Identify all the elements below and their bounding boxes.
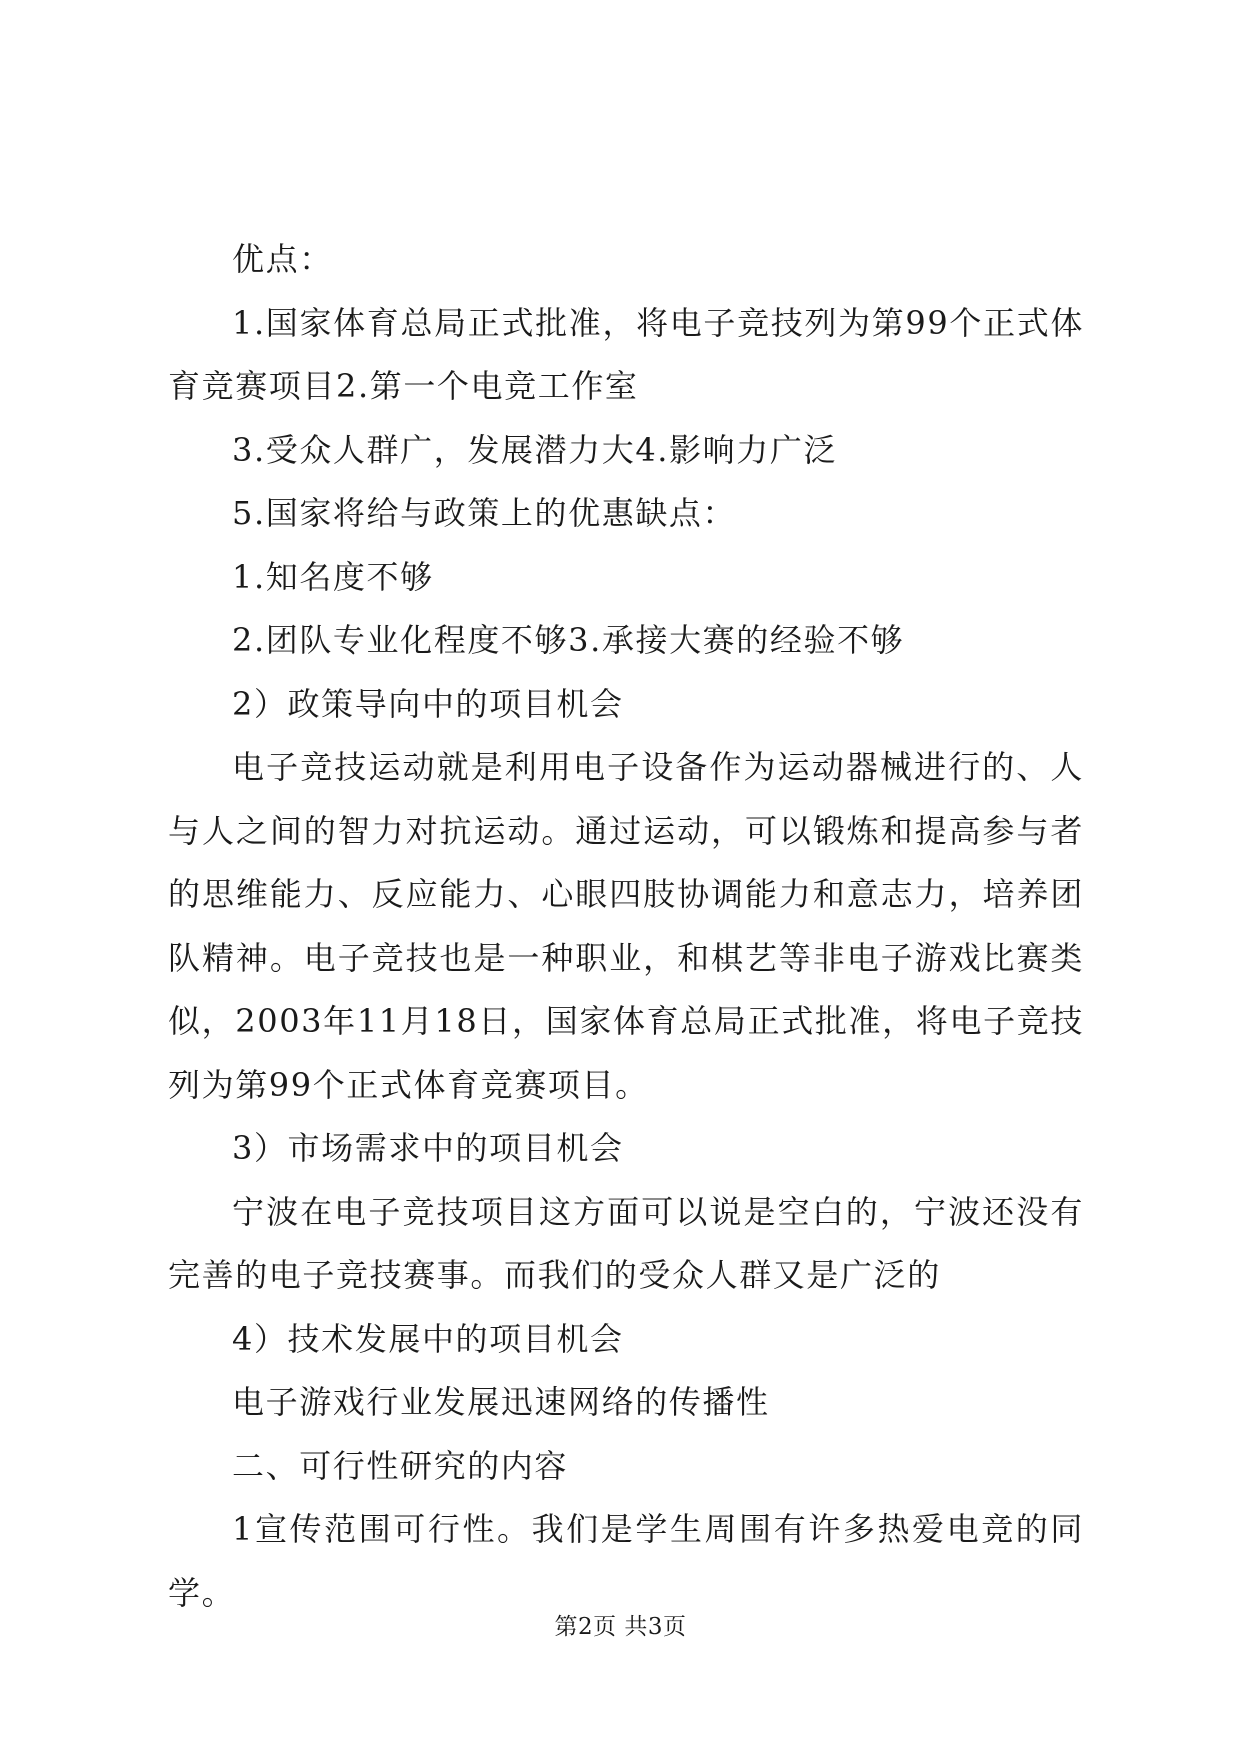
- paragraph-disadvantage-2-3: 2.团队专业化程度不够3.承接大赛的经验不够: [232, 621, 905, 659]
- section-heading-feasibility: 二、可行性研究的内容: [232, 1446, 569, 1485]
- section-heading-market: 3）市场需求中的项目机会: [232, 1129, 624, 1167]
- paragraph-policy-body: 电子竞技运动就是利用电子设备作为运动器械进行的、人与人之间的智力对抗运动。通过运动，可以锻炼和提高参与者的思维能力、反应能力、心眼四肢协调能力和意志力，培养团队精神。电子竞技也是一种职业，和棋艺等非电子游戏比赛类似，2003年11月18日，国家体育总局正式批准，将电子竞技列为第99个正式体育竞赛项目。: [168, 748, 1084, 1104]
- section-heading-policy: 2）政策导向中的项目机会: [232, 684, 624, 723]
- document-body: [168, 228, 1084, 1625]
- paragraph-market-body: 宁波在电子竞技项目这方面可以说是空白的，宁波还没有完善的电子竞技赛事。而我们的受众人群又是广泛的: [168, 1192, 1084, 1294]
- paragraph-advantage-1-2: 1.国家体育总局正式批准，将电子竞技列为第99个正式体育竞赛项目2.第一个电竞工作室: [168, 303, 1084, 405]
- paragraph-technology-body: 电子游戏行业发展迅速网络的传播性: [232, 1383, 770, 1421]
- paragraph-advantage-5-disadvantages: 5.国家将给与政策上的优惠缺点：: [232, 494, 737, 532]
- section-heading-technology: 4）技术发展中的项目机会: [232, 1319, 624, 1358]
- paragraph-feasibility-1: 1宣传范围可行性。我们是学生周围有许多热爱电竞的同学。: [168, 1510, 1084, 1612]
- paragraph-disadvantage-1: 1.知名度不够: [232, 557, 434, 596]
- page-footer: [0, 1608, 1241, 1641]
- paragraph-advantage-3-4: 3.受众人群广，发展潜力大4.影响力广泛: [232, 430, 838, 469]
- page-number-label: 第2页 共3页: [554, 1614, 687, 1640]
- paragraph-advantages-heading: 优点：: [232, 240, 333, 278]
